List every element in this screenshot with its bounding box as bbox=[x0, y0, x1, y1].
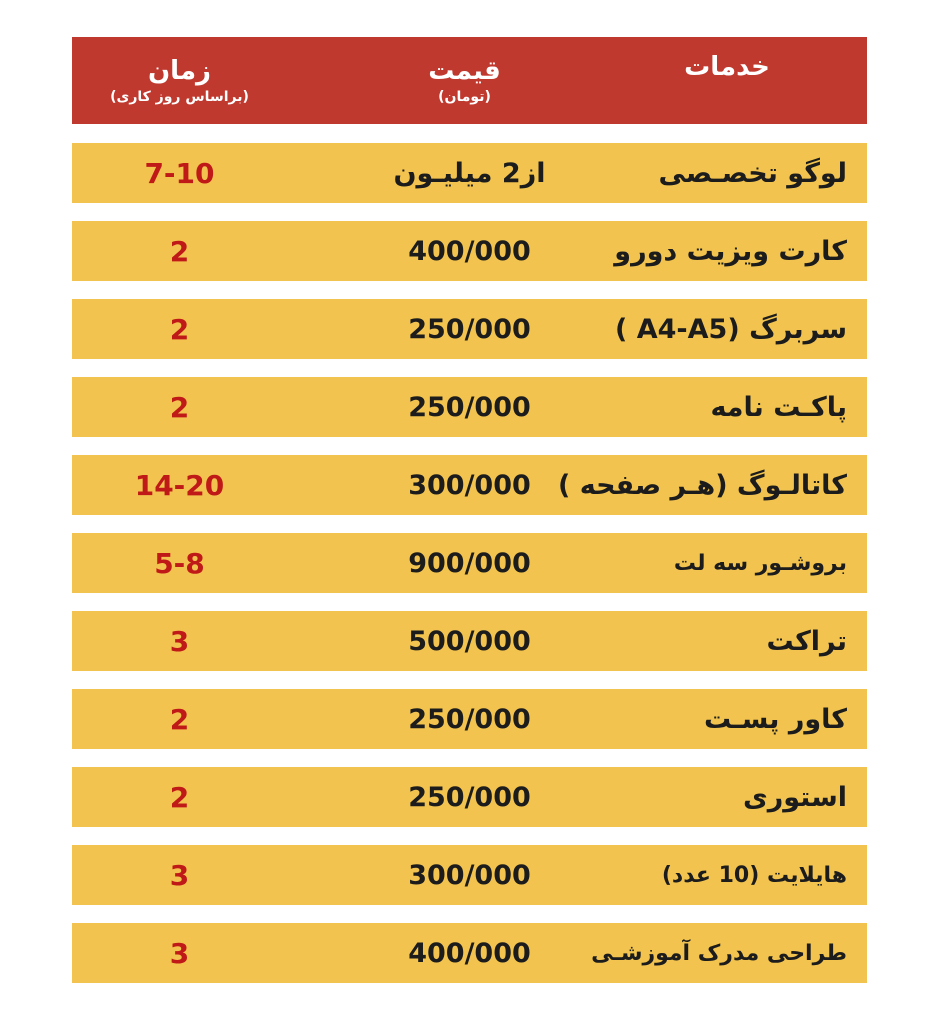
table-row bbox=[72, 143, 867, 203]
header-time-sublabel: (براساس روز کاری) bbox=[110, 88, 249, 105]
table-row bbox=[72, 611, 867, 671]
header-price bbox=[342, 37, 587, 124]
service-name: کارت ویزیت دورو bbox=[614, 235, 847, 267]
service-time: 7-10 bbox=[144, 156, 215, 190]
service-price: 400/000 bbox=[408, 235, 531, 267]
price-table bbox=[72, 37, 867, 983]
service-price: 900/000 bbox=[408, 547, 531, 579]
header-price-label: قیمت bbox=[428, 55, 501, 86]
service-price: 250/000 bbox=[408, 703, 531, 735]
service-price: 500/000 bbox=[408, 625, 531, 657]
service-name: تراکت bbox=[766, 625, 847, 657]
header-price-sublabel: (تومان) bbox=[438, 88, 491, 105]
service-name: استوری bbox=[742, 781, 847, 813]
service-price: 300/000 bbox=[408, 469, 531, 501]
table-row bbox=[72, 455, 867, 515]
header-time-label: زمان bbox=[147, 55, 212, 86]
service-name: سربرگ (A4-A5 ) bbox=[615, 313, 847, 345]
service-time: 3 bbox=[169, 936, 190, 970]
table-header bbox=[72, 37, 867, 124]
service-price: 400/000 bbox=[408, 937, 531, 969]
table-row bbox=[72, 377, 867, 437]
service-price: 250/000 bbox=[408, 781, 531, 813]
service-price: 250/000 bbox=[408, 313, 531, 345]
service-time: 3 bbox=[169, 624, 190, 658]
service-name: کاور پسـت bbox=[704, 703, 847, 735]
header-time bbox=[72, 37, 287, 124]
service-name: لوگو تخصـصی bbox=[658, 157, 847, 189]
service-name: کاتالـوگ (هـر صفحه ) bbox=[557, 469, 847, 501]
service-time: 3 bbox=[169, 858, 190, 892]
service-name: طراحی مدرک آموزشـی bbox=[591, 940, 847, 966]
service-name: پاکـت نامه bbox=[710, 391, 847, 423]
table-row bbox=[72, 923, 867, 983]
service-time: 14-20 bbox=[134, 468, 225, 502]
table-row bbox=[72, 533, 867, 593]
table-row bbox=[72, 299, 867, 359]
service-price: 250/000 bbox=[408, 391, 531, 423]
table-row bbox=[72, 221, 867, 281]
table-row bbox=[72, 689, 867, 749]
service-name: بروشـور سه لت bbox=[673, 550, 847, 576]
service-name: هایلایت (10 عدد) bbox=[661, 862, 847, 888]
service-price: از2 میلیـون bbox=[393, 157, 546, 189]
service-time: 5-8 bbox=[154, 546, 205, 580]
service-time: 2 bbox=[169, 780, 190, 814]
service-price: 300/000 bbox=[408, 859, 531, 891]
table-row bbox=[72, 845, 867, 905]
service-time: 2 bbox=[169, 390, 190, 424]
service-time: 2 bbox=[169, 234, 190, 268]
table-row bbox=[72, 767, 867, 827]
service-time: 2 bbox=[169, 312, 190, 346]
header-service-label: خدمات bbox=[684, 51, 770, 82]
table-body bbox=[72, 143, 867, 983]
service-time: 2 bbox=[169, 702, 190, 736]
header-service bbox=[587, 37, 867, 124]
